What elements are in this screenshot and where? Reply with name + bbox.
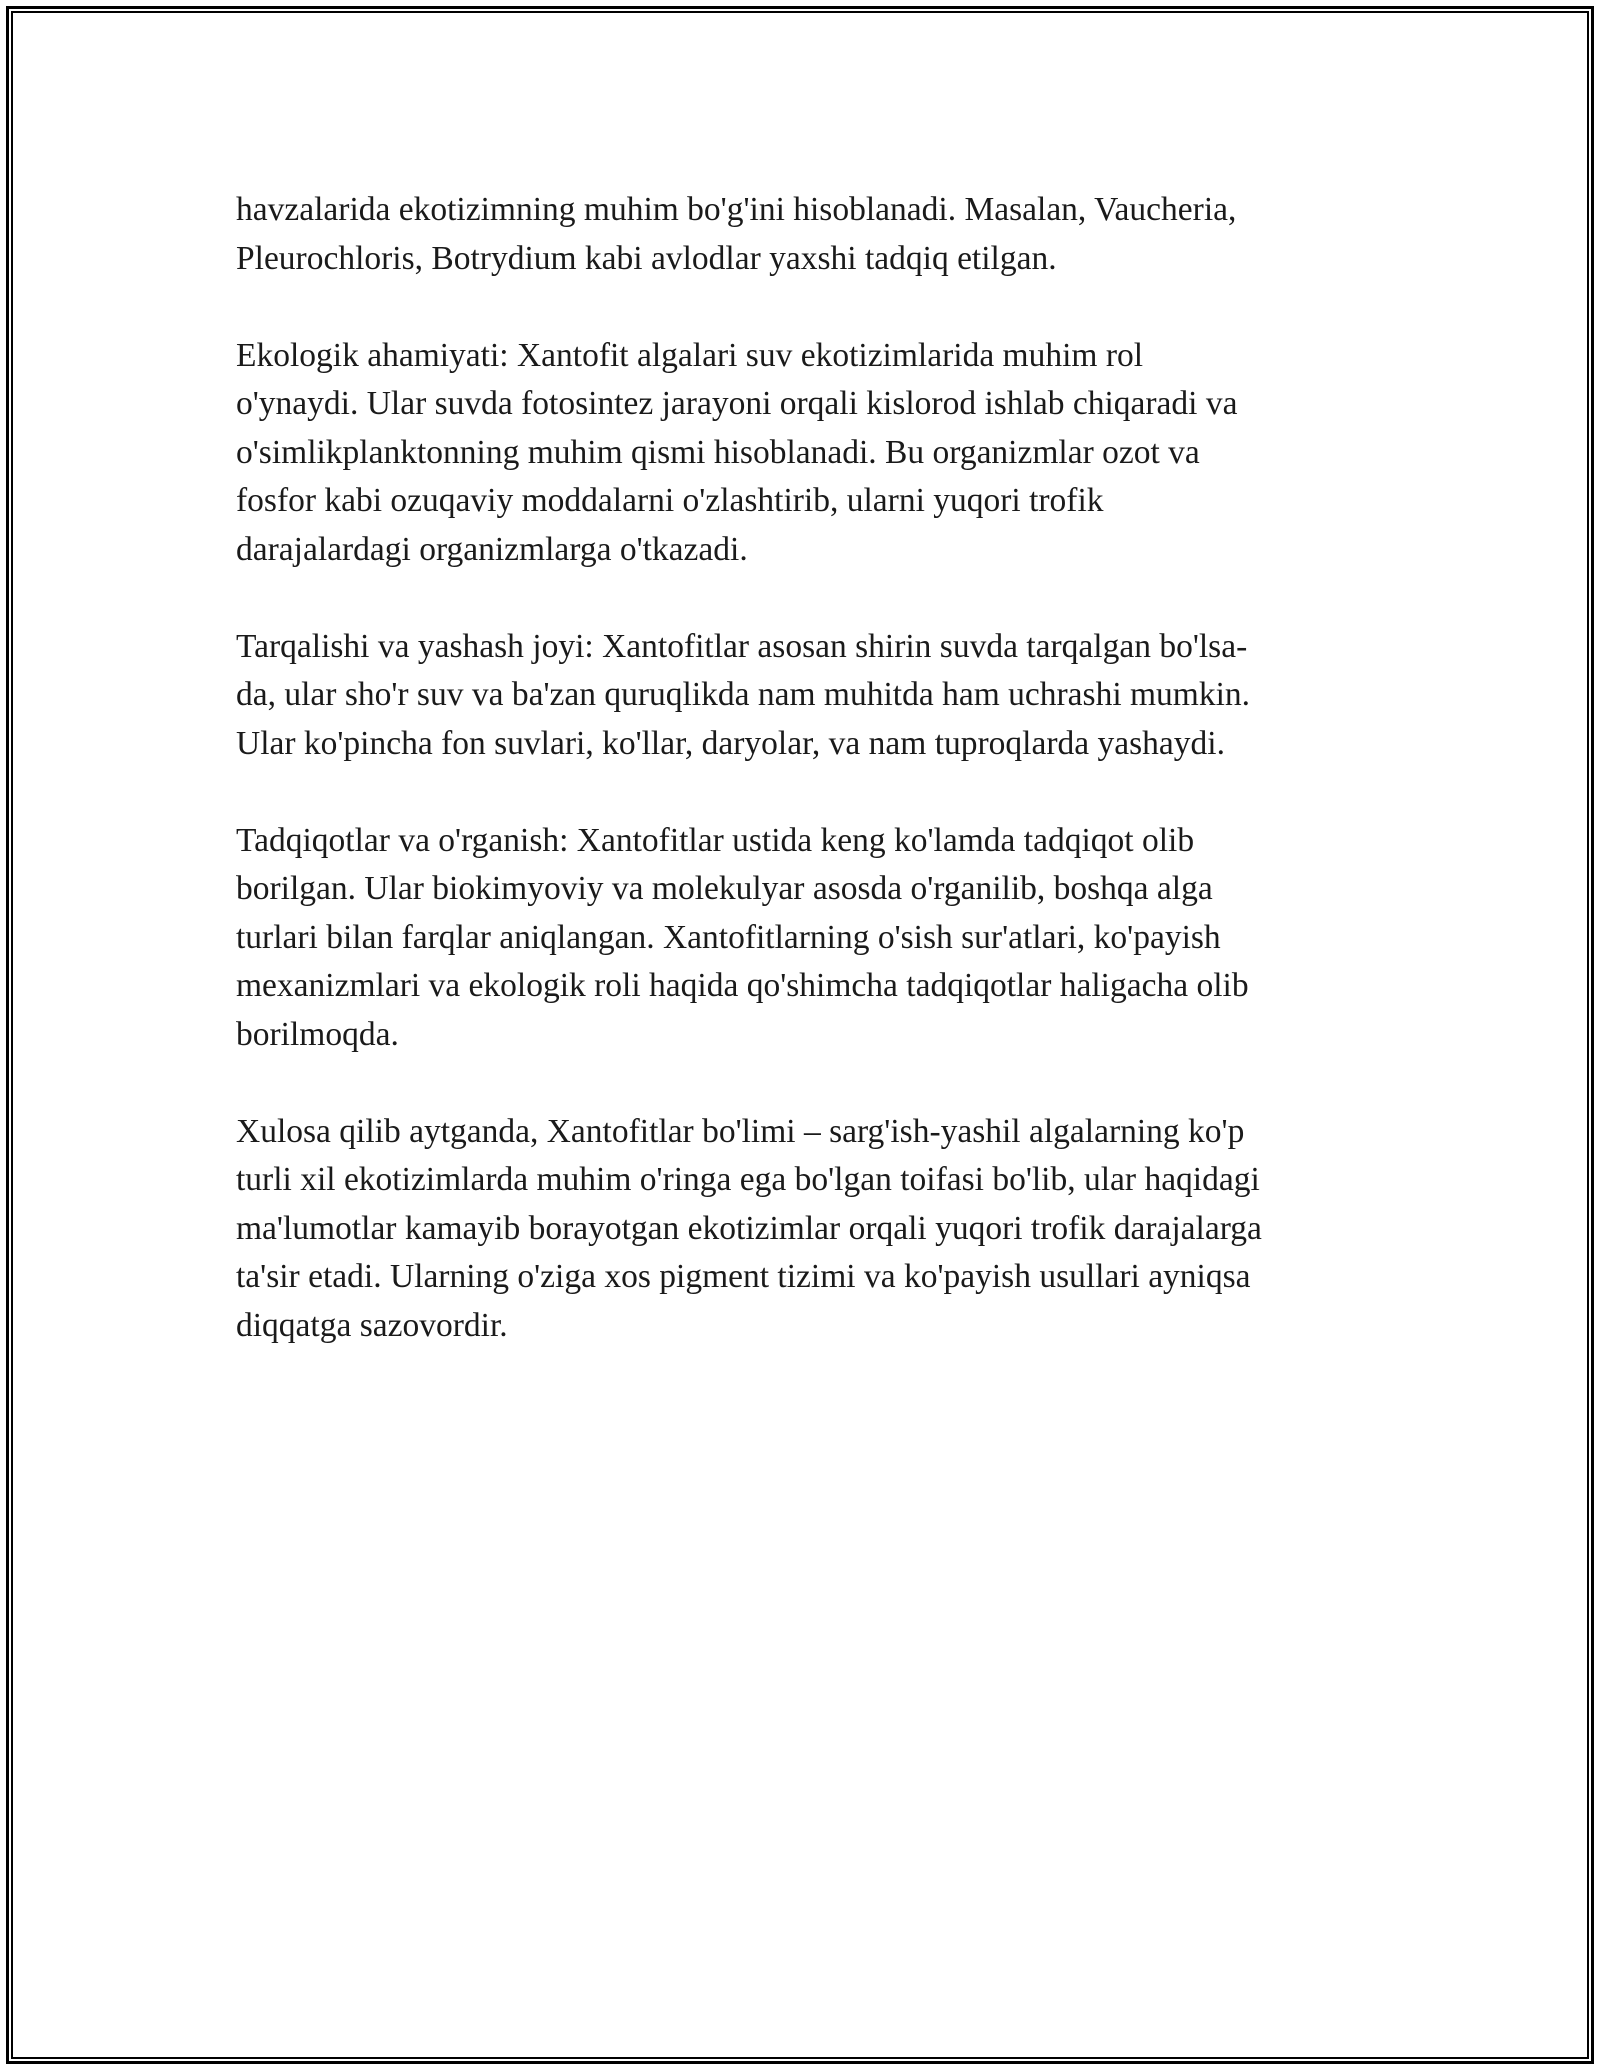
text-line: ma'lumotlar kamayib borayotgan ekotizimlar orqali yuqori trofik darajalarga — [236, 1209, 1262, 1247]
text-line: borilgan. Ular biokimyoviy va molekulyar asosda o'rganilib, boshqa alga — [236, 870, 1213, 907]
text-line: darajalardagi organizmlarga o'tkazadi. — [236, 530, 748, 568]
text-line: havzalarida ekotizimning muhim bo'g'ini hisoblanadi. Masalan, Vaucheria, — [236, 191, 1237, 228]
paragraph-ecological-importance — [236, 332, 1366, 575]
text-line: turlari bilan farqlar aniqlangan. Xantofitlarning o'sish sur'atlari, ko'payish — [236, 918, 1221, 956]
text-line: Tarqalishi va yashash joyi: Xantofitlar asosan shirin suvda tarqalgan bo'lsa- — [236, 627, 1248, 665]
text-line: ta'sir etadi. Ularning o'ziga xos pigment tizimi va ko'payish usullari ayniqsa — [236, 1258, 1251, 1295]
text-line: o'simlikplanktonning muhim qismi hisoblanadi. Bu organizmlar ozot va — [236, 433, 1200, 471]
text-line: o'ynaydi. Ular suvda fotosintez jarayoni orqali kislorod ishlab chiqaradi va — [236, 385, 1238, 422]
text-line: da, ular sho'r suv va ba'zan quruqlikda nam muhitda ham uchrashi mumkin. — [236, 676, 1251, 713]
text-line: Ular ko'pincha fon suvlari, ko'llar, daryolar, va nam tuproqlarda yashaydi. — [236, 724, 1225, 762]
text-line: borilmoqda. — [236, 1015, 399, 1053]
text-line: Pleurochloris, Botrydium kabi avlodlar yaxshi tadqiq etilgan. — [236, 239, 1057, 277]
paragraph-distribution-habitat — [236, 623, 1366, 769]
paragraph-conclusion — [236, 1108, 1366, 1351]
text-line: mexanizmlari va ekologik roli haqida qo'shimcha tadqiqotlar haligacha olib — [236, 967, 1249, 1004]
text-line: turli xil ekotizimlarda muhim o'ringa ega bo'lgan toifasi bo'lib, ular haqidagi — [236, 1161, 1260, 1198]
paragraph-research-study — [236, 817, 1366, 1060]
text-line: Xulosa qilib aytganda, Xantofitlar bo'limi – sarg'ish-yashil algalarning ko'p — [236, 1112, 1245, 1150]
document-body — [236, 186, 1366, 1350]
paragraph-intro-continuation — [236, 186, 1366, 283]
text-line: fosfor kabi ozuqaviy moddalarni o'zlashtirib, ularni yuqori trofik — [236, 482, 1104, 519]
text-line: diqqatga sazovordir. — [236, 1306, 508, 1344]
text-line: Tadqiqotlar va o'rganish: Xantofitlar ustida keng ko'lamda tadqiqot olib — [236, 821, 1195, 859]
text-line: Ekologik ahamiyati: Xantofit algalari suv ekotizimlarida muhim rol — [236, 336, 1144, 374]
